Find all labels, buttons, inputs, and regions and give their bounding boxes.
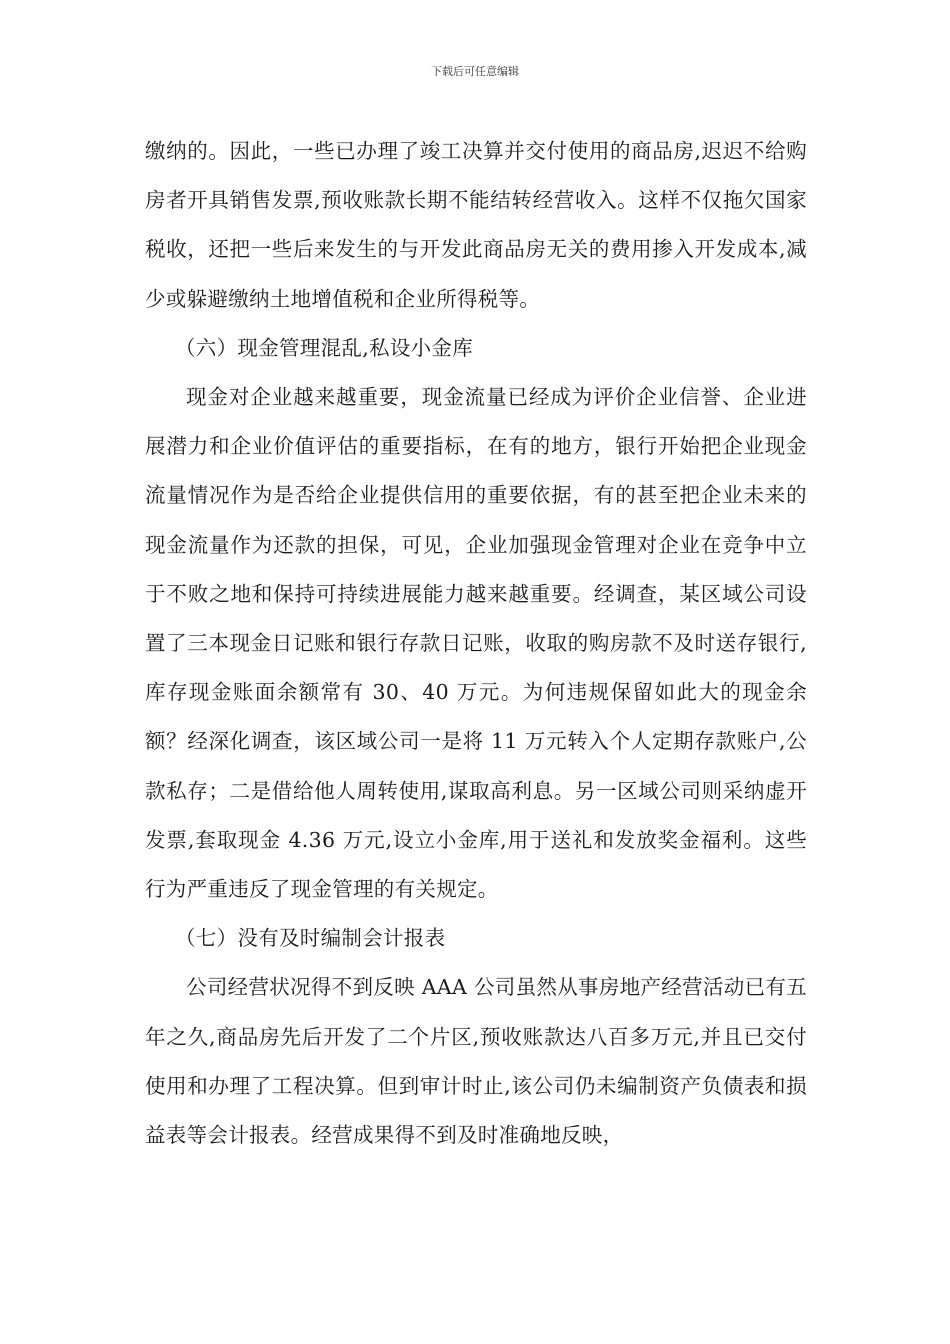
document-body (145, 127, 807, 1160)
paragraph-financial-reports: 公司经营状况得不到反映 AAA 公司虽然从事房地产经营活动已有五年之久,商品房先后开发了二个片区,预收账款达八百多万元,并且已交付使用和办理了工程决算。但到审计时止,该公司仍未编制资产负债表和损益表等会计报表。经营成果得不到及时准确地反映， (145, 975, 807, 1148)
paragraph-continuation: 缴纳的。因此，一些已办理了竣工决算并交付使用的商品房,迟迟不给购房者开具销售发票,预收账款长期不能结转经营收入。这样不仅拖欠国家税收，还把一些后来发生的与开发此商品房无关的费用掺入开发成本,减少或躲避缴纳土地增值税和企业所得税等。 (145, 139, 807, 311)
page-header: 下载后可任意编辑 (431, 65, 519, 78)
paragraph-cash-management: 现金对企业越来越重要，现金流量已经成为评价企业信誉、企业进展潜力和企业价值评估的重要指标，在有的地方，银行开始把企业现金流量情况作为是否给企业提供信用的重要依据，有的甚至把企业未来的现金流量作为还款的担保，可见，企业加强现金管理对企业在竞争中立于不败之地和保持可持续进展能力越来越重要。经调查，某区域公司设置了三本现金日记账和银行存款日记账，收取的购房款不及时送存银行,库存现金账面余额常有 30、40 万元。为何违规保留如此大的现金余额？经深化调查，该区域公司一是将 11 万元转入个人定期存款账户,公款私存；二是借给他人周转使用,谋取高利息。另一区域公司则采纳虚开发票,套取现金 4.36 万元,设立小金库,用于送礼和发放奖金福利。这些行为严重违反了现金管理的有关规定。 (145, 385, 807, 902)
section-heading-six: （六）现金管理混乱,私设小金库 (175, 335, 474, 360)
section-heading-seven: （七）没有及时编制会计报表 (175, 926, 446, 951)
